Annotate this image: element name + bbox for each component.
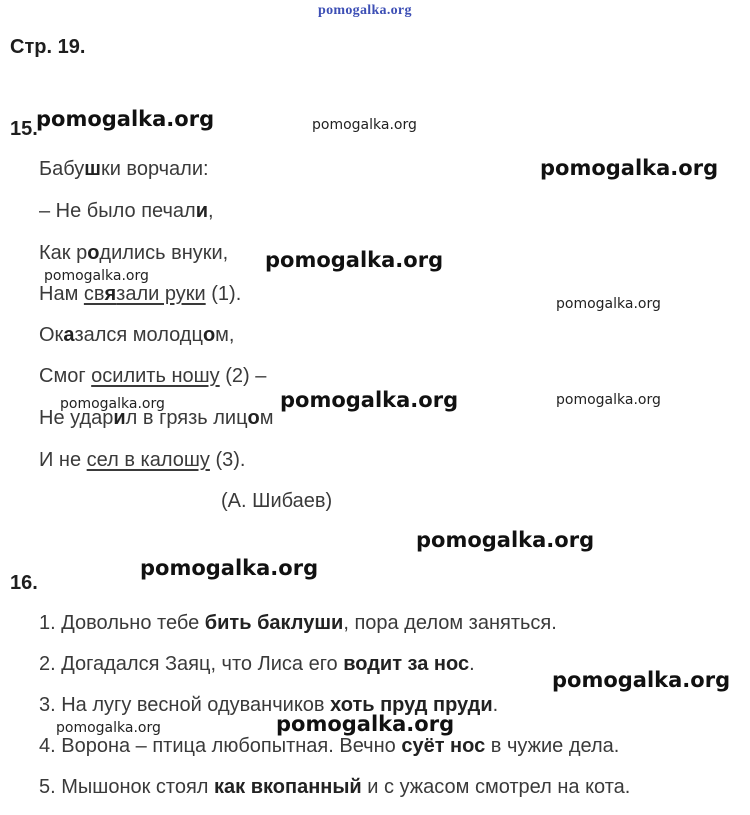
idiom-sentence-2: 2. Догадался Заяц, что Лиса его водит за нос. — [39, 653, 475, 675]
watermark: pomogalka.org — [36, 107, 215, 131]
watermark: pomogalka.org — [556, 392, 661, 408]
watermark: pomogalka.org — [276, 712, 455, 736]
exercise-15-number: 15. — [10, 118, 38, 140]
poem-line-7: Не ударил в грязь лицом — [39, 407, 274, 429]
poem-author: (А. Шибаев) — [221, 490, 333, 512]
watermark: pomogalka.org — [552, 668, 731, 692]
exercise-16-number: 16. — [10, 572, 38, 594]
poem-line-4: Нам связали руки (1). — [39, 283, 242, 305]
watermark: pomogalka.org — [140, 556, 319, 580]
poem-line-5: Оказался молодцом, — [39, 324, 235, 346]
poem-line-3: Как родились внуки, — [39, 242, 229, 264]
watermark: pomogalka.org — [280, 388, 459, 412]
watermark: pomogalka.org — [416, 528, 595, 552]
idiom-sentence-5: 5. Мышонок стоял как вкопанный и с ужасом смотрел на кота. — [39, 776, 631, 798]
watermark: pomogalka.org — [44, 268, 149, 284]
page-label: Стр. 19. — [10, 36, 86, 58]
poem-line-2: – Не было печали, — [39, 200, 214, 222]
watermark: pomogalka.org — [556, 296, 661, 312]
poem-line-8: И не сел в калошу (3). — [39, 449, 246, 471]
watermark: pomogalka.org — [540, 156, 719, 180]
watermark: pomogalka.org — [312, 117, 417, 133]
idiom-sentence-1: 1. Довольно тебе бить баклуши, пора делом заняться. — [39, 612, 557, 634]
watermark: pomogalka.org — [60, 396, 165, 412]
watermark: pomogalka.org — [56, 720, 161, 736]
watermark: pomogalka.org — [265, 248, 444, 272]
poem-line-1: Бабушки ворчали: — [39, 158, 209, 180]
watermark-top: pomogalka.org — [318, 3, 412, 18]
idiom-sentence-4: 4. Ворона – птица любопытная. Вечно суёт нос в чужие дела. — [39, 735, 620, 757]
poem-line-6: Смог осилить ношу (2) – — [39, 365, 267, 387]
idiom-sentence-3: 3. На лугу весной одуванчиков хоть пруд пруди. — [39, 694, 499, 716]
